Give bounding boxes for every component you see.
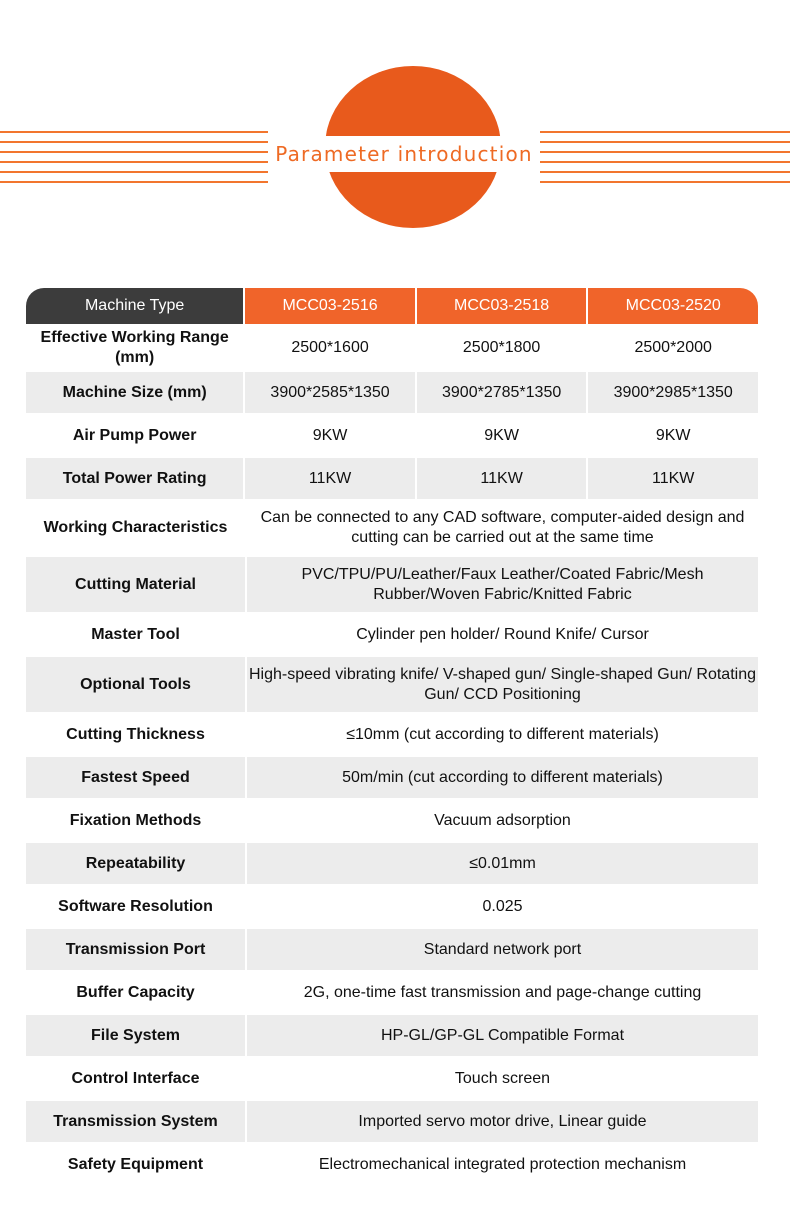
header-model: MCC03-2518 bbox=[417, 288, 587, 324]
row-value: High-speed vibrating knife/ V-shaped gun/ Single-shaped Gun/ Rotating Gun/ CCD Positioning bbox=[247, 657, 758, 712]
row-value: 11KW bbox=[245, 458, 415, 499]
row-value: PVC/TPU/PU/Leather/Faux Leather/Coated Fabric/Mesh Rubber/Woven Fabric/Knitted Fabric bbox=[247, 557, 758, 612]
row-label: Software Resolution bbox=[26, 886, 245, 927]
table-header-row bbox=[26, 288, 758, 324]
row-label: Safety Equipment bbox=[26, 1144, 245, 1185]
row-value: Standard network port bbox=[247, 929, 758, 970]
row-label: Total Power Rating bbox=[26, 458, 243, 499]
table-row bbox=[26, 714, 758, 755]
row-label: Optional Tools bbox=[26, 657, 245, 712]
row-value: Vacuum adsorption bbox=[247, 800, 758, 841]
row-value: Imported servo motor drive, Linear guide bbox=[247, 1101, 758, 1142]
table-row bbox=[26, 1058, 758, 1099]
row-value: 9KW bbox=[417, 415, 587, 456]
row-label: Effective Working Range (mm) bbox=[26, 326, 243, 370]
row-label: Repeatability bbox=[26, 843, 245, 884]
row-label: Control Interface bbox=[26, 1058, 245, 1099]
left-stripes bbox=[0, 130, 268, 190]
row-label: File System bbox=[26, 1015, 245, 1056]
row-value: 3900*2785*1350 bbox=[417, 372, 587, 413]
row-value: 2500*1600 bbox=[245, 326, 415, 370]
table-row bbox=[26, 929, 758, 970]
row-label: Working Characteristics bbox=[26, 501, 245, 555]
row-value: 50m/min (cut according to different materials) bbox=[247, 757, 758, 798]
header-model: MCC03-2520 bbox=[588, 288, 758, 324]
table-row bbox=[26, 415, 758, 456]
table-row bbox=[26, 372, 758, 413]
row-value: 11KW bbox=[588, 458, 758, 499]
row-label: Buffer Capacity bbox=[26, 972, 245, 1013]
row-value: ≤0.01mm bbox=[247, 843, 758, 884]
row-value: 3900*2985*1350 bbox=[588, 372, 758, 413]
row-value: 9KW bbox=[588, 415, 758, 456]
table-row bbox=[26, 657, 758, 712]
page-title-box bbox=[268, 136, 540, 172]
table-row bbox=[26, 800, 758, 841]
row-value: Electromechanical integrated protection mechanism bbox=[247, 1144, 758, 1185]
row-label: Master Tool bbox=[26, 614, 245, 655]
table-row bbox=[26, 1101, 758, 1142]
row-value: Can be connected to any CAD software, computer-aided design and cutting can be carried out at the same time bbox=[247, 501, 758, 555]
row-value: 2500*1800 bbox=[417, 326, 587, 370]
section-header bbox=[0, 0, 790, 240]
row-value: 2G, one-time fast transmission and page-change cutting bbox=[247, 972, 758, 1013]
table-row bbox=[26, 326, 758, 370]
row-value: 0.025 bbox=[247, 886, 758, 927]
row-value: HP-GL/GP-GL Compatible Format bbox=[247, 1015, 758, 1056]
row-value: 11KW bbox=[417, 458, 587, 499]
row-label: Cutting Thickness bbox=[26, 714, 245, 755]
row-value: 3900*2585*1350 bbox=[245, 372, 415, 413]
table-row bbox=[26, 614, 758, 655]
page-title: Parameter introduction bbox=[275, 142, 533, 166]
row-value: Touch screen bbox=[247, 1058, 758, 1099]
table-row bbox=[26, 557, 758, 612]
table-row bbox=[26, 1144, 758, 1185]
row-label: Transmission System bbox=[26, 1101, 245, 1142]
row-label: Machine Size (mm) bbox=[26, 372, 243, 413]
header-label: Machine Type bbox=[26, 288, 243, 324]
row-value: 9KW bbox=[245, 415, 415, 456]
row-label: Cutting Material bbox=[26, 557, 245, 612]
header-model: MCC03-2516 bbox=[245, 288, 415, 324]
row-label: Transmission Port bbox=[26, 929, 245, 970]
table-row bbox=[26, 458, 758, 499]
table-row bbox=[26, 972, 758, 1013]
row-value: 2500*2000 bbox=[588, 326, 758, 370]
row-label: Fastest Speed bbox=[26, 757, 245, 798]
row-value: Cylinder pen holder/ Round Knife/ Cursor bbox=[247, 614, 758, 655]
right-stripes bbox=[540, 130, 790, 190]
table-row bbox=[26, 1015, 758, 1056]
row-label: Fixation Methods bbox=[26, 800, 245, 841]
parameter-table bbox=[26, 288, 758, 1185]
table-row bbox=[26, 843, 758, 884]
table-row bbox=[26, 886, 758, 927]
table-row bbox=[26, 757, 758, 798]
table-row bbox=[26, 501, 758, 555]
row-value: ≤10mm (cut according to different materials) bbox=[247, 714, 758, 755]
row-label: Air Pump Power bbox=[26, 415, 243, 456]
